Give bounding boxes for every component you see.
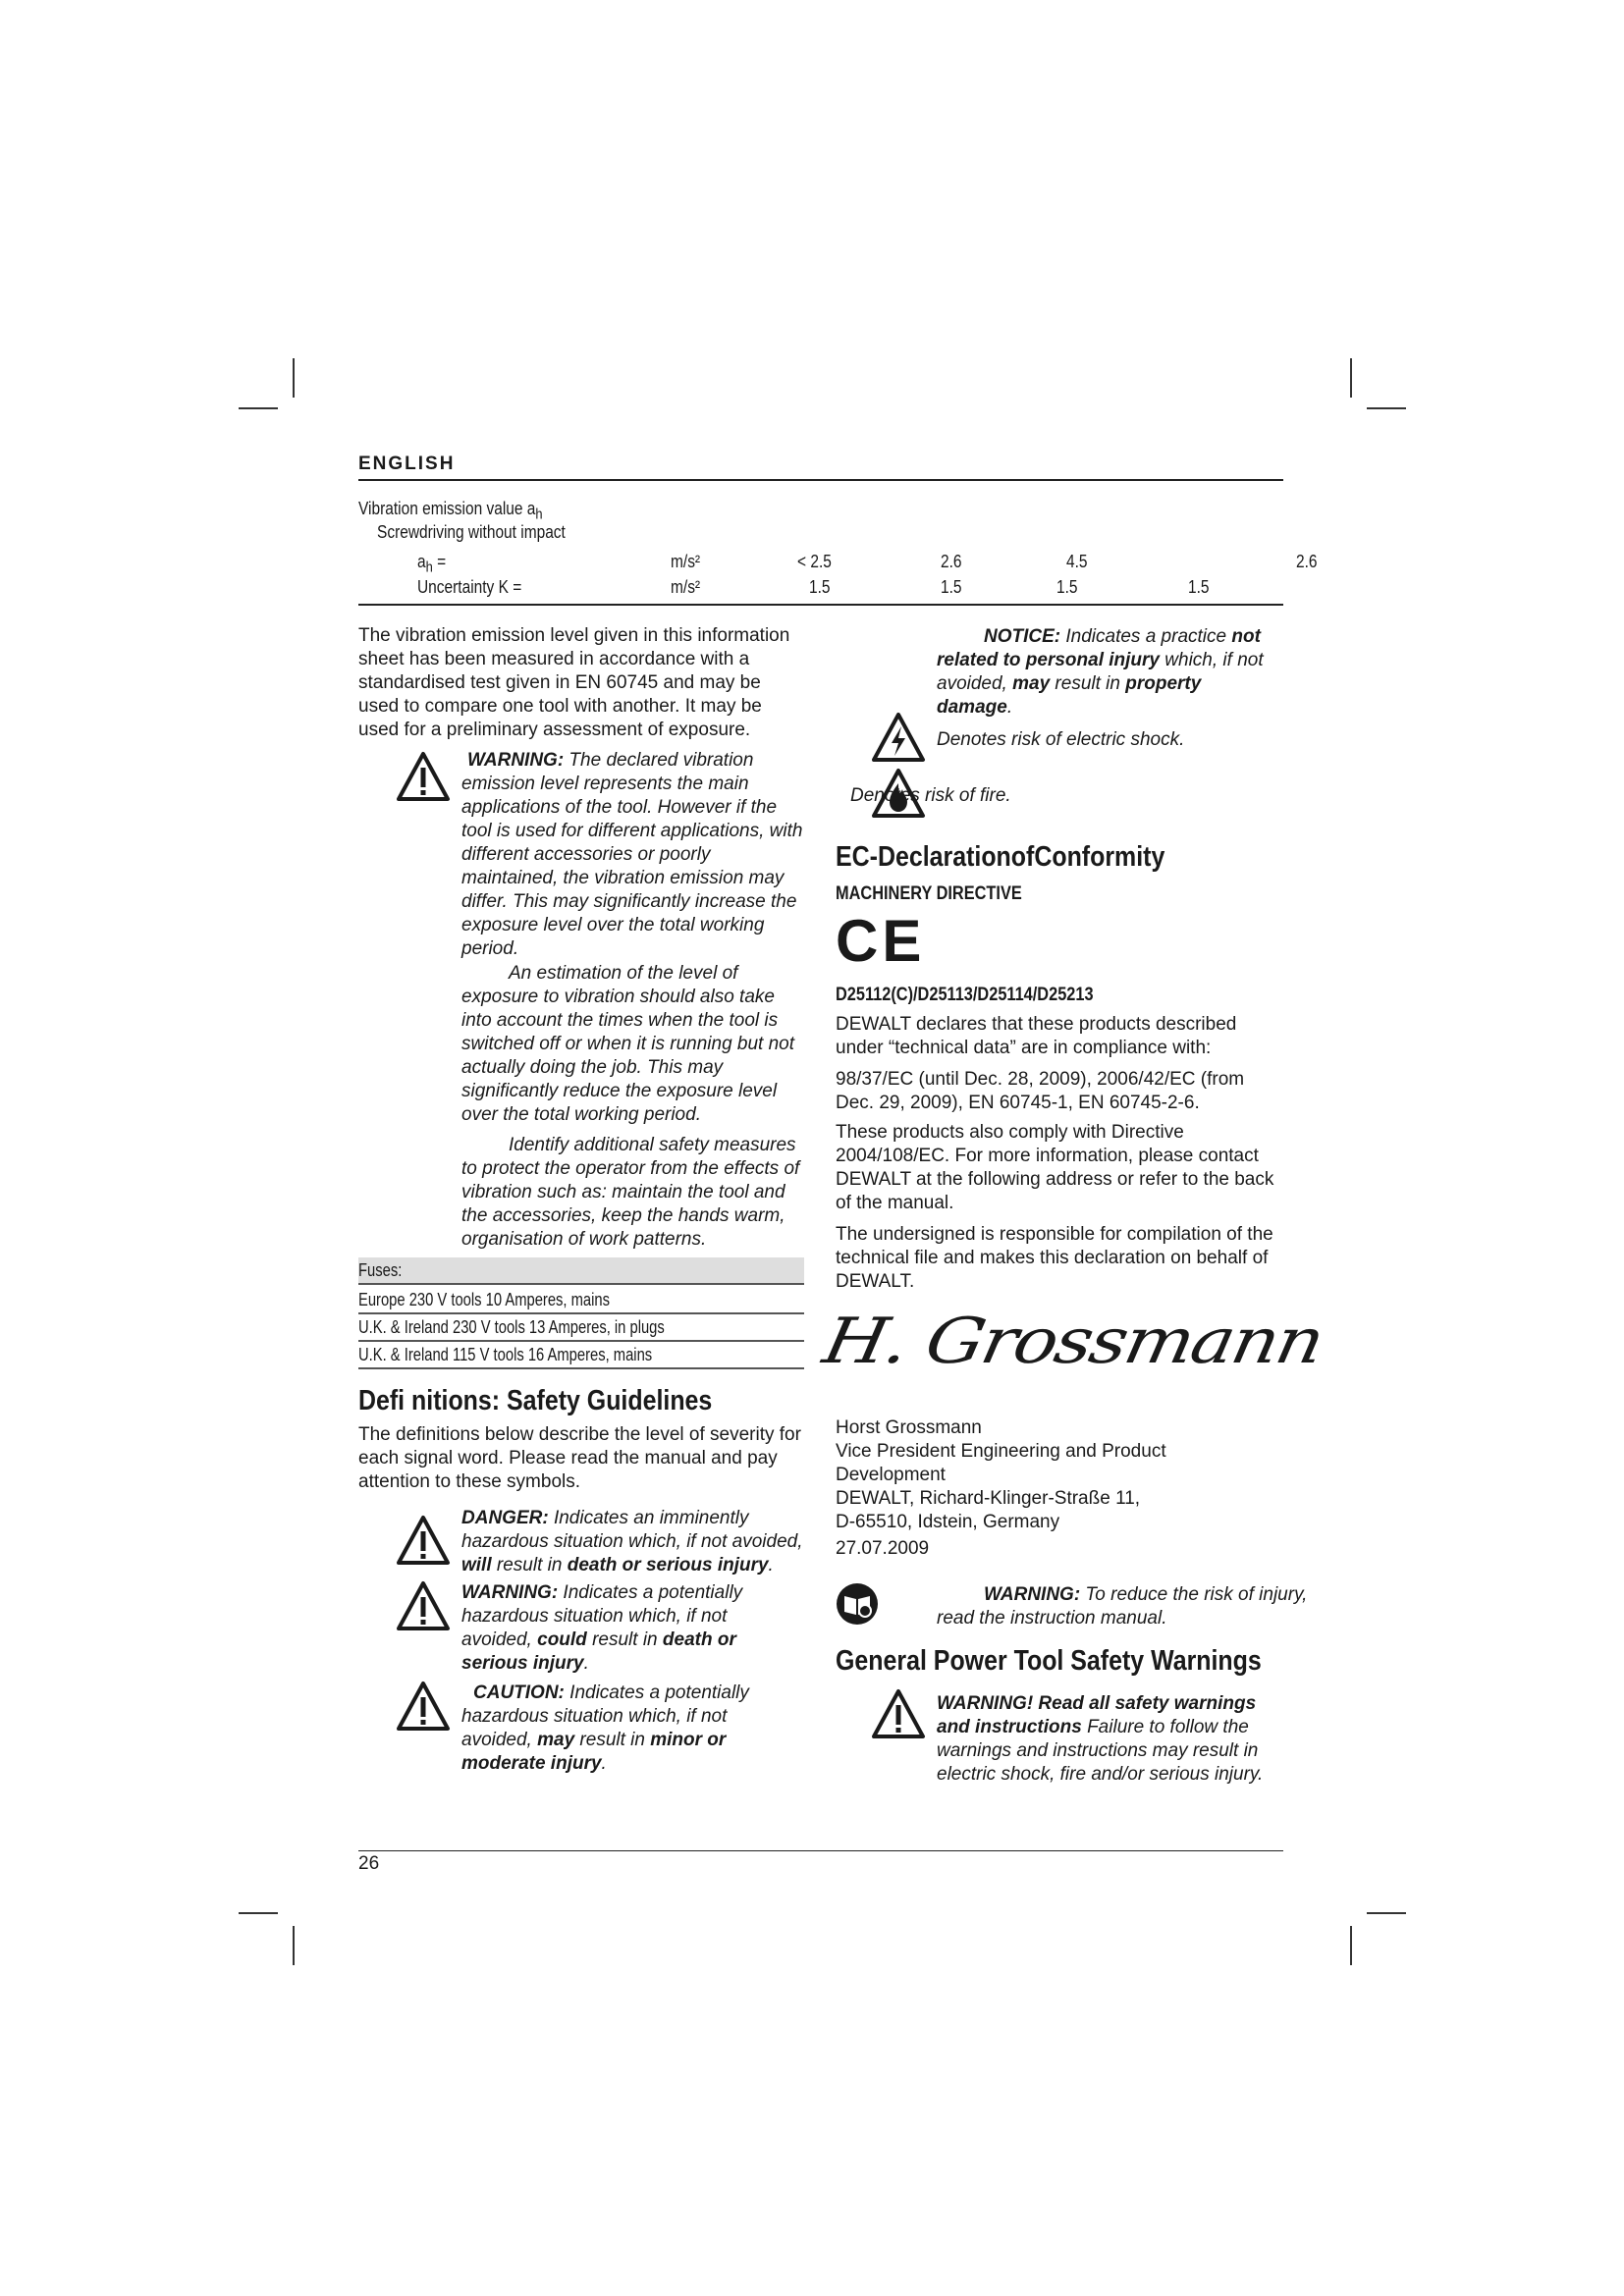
notice-bold-2: may bbox=[1012, 673, 1051, 694]
vibration-title-text: Vibration emission value a bbox=[358, 499, 536, 518]
vibration-row2-unit: m/s² bbox=[671, 577, 701, 597]
notice-bold-3: property damage bbox=[937, 673, 1202, 718]
vibration-row2-value: 1.5 bbox=[941, 577, 962, 597]
warning-text-1: Indicates a potentially hazardous situation which, if not avoided, bbox=[461, 1582, 743, 1650]
warning-bold-1: could bbox=[537, 1629, 587, 1650]
notice-text-3: result in bbox=[1050, 673, 1126, 694]
vibration-row1-value: 4.5 bbox=[1066, 552, 1088, 571]
vibration-title bbox=[358, 499, 543, 523]
danger-bold-2: death or serious injury bbox=[567, 1555, 769, 1575]
signatory-name: Horst Grossmann bbox=[836, 1417, 982, 1438]
caution-bold-1: may bbox=[537, 1730, 575, 1750]
general-safety-warning bbox=[937, 1692, 1280, 1787]
danger-text-1: Indicates an imminently hazardous situation which, if not avoided, bbox=[461, 1508, 803, 1552]
crop-mark bbox=[1350, 1926, 1352, 1965]
warning-triangle-icon bbox=[396, 751, 451, 802]
fuses-header-bar bbox=[358, 1257, 804, 1285]
crop-mark bbox=[293, 358, 295, 398]
caution-text-3: . bbox=[601, 1753, 607, 1774]
crop-mark bbox=[239, 1912, 278, 1914]
page-number: 26 bbox=[358, 1853, 380, 1874]
vibration-warning-text: The declared vibration emission level represents the main applications of the tool. However if the tool is used for different applications, with different accessories or poorly maintained, the vibration emission may differ. This may significantly increase the exposure level over the total working period. bbox=[461, 750, 803, 959]
ec-emc-paragraph: These products also comply with Directive 2004/108/EC. For more information, please contact DEWALT at the following address or refer to the back of the manual. bbox=[836, 1122, 1274, 1213]
vibration-row2-value: 1.5 bbox=[809, 577, 831, 597]
general-safety-text: Failure to follow the warnings and instructions may result in electric shock, fire and/or serious injury. bbox=[937, 1717, 1264, 1785]
machinery-directive-heading: MACHINERY DIRECTIVE bbox=[836, 883, 1022, 904]
signatory-role: Vice President Engineering and Product Development bbox=[836, 1441, 1166, 1485]
crop-mark bbox=[1367, 1912, 1406, 1914]
vibration-row2-label: Uncertainty K = bbox=[417, 577, 522, 597]
warning-triangle-icon bbox=[396, 1580, 451, 1631]
vibration-intro: The vibration emission level given in this information sheet has been measured in accordance with a standardised test given in EN 60745 and may be used to compare one tool with another. It may be used for a preliminary assessment of exposure. bbox=[358, 625, 790, 740]
electric-shock-text: Denotes risk of electric shock. bbox=[937, 729, 1185, 750]
definitions-intro: The definitions below describe the level of severity for each signal word. Please read the manual and pay attention to these symbols. bbox=[358, 1424, 801, 1492]
declaration-date: 27.07.2009 bbox=[836, 1538, 930, 1559]
notice-text-2: which, if not avoided, bbox=[937, 650, 1264, 694]
row1-label-sub: h bbox=[425, 559, 433, 576]
ce-mark: CE bbox=[836, 908, 926, 974]
caution-bold-2: minor or moderate injury bbox=[461, 1730, 727, 1774]
definitions-heading: Defi nitions: Safety Guidelines bbox=[358, 1385, 713, 1416]
vibration-row1-value: 2.6 bbox=[941, 552, 962, 571]
warning-text-2: result in bbox=[586, 1629, 663, 1650]
notice-text-4: . bbox=[1006, 697, 1013, 718]
vibration-subtitle: Screwdriving without impact bbox=[377, 522, 566, 542]
ec-directives-paragraph: 98/37/EC (until Dec. 28, 2009), 2006/42/EC (from Dec. 29, 2009), EN 60745-1, EN 60745-2-6. bbox=[836, 1069, 1245, 1113]
vibration-title-sub: h bbox=[535, 506, 543, 523]
danger-bold-1: will bbox=[461, 1555, 492, 1575]
vibration-warning bbox=[461, 749, 805, 961]
crop-mark bbox=[239, 407, 278, 409]
address-line-1: DEWALT, Richard-Klinger-Straße 11, bbox=[836, 1488, 1141, 1509]
fuses-row bbox=[358, 1314, 804, 1342]
notice-bold-1: not related to personal injury bbox=[937, 626, 1261, 670]
language-header: ENGLISH bbox=[358, 454, 456, 474]
notice-text-1: Indicates a practice bbox=[1060, 626, 1232, 647]
danger-text-3: . bbox=[768, 1555, 774, 1575]
general-safety-heading: General Power Tool Safety Warnings bbox=[836, 1645, 1262, 1677]
danger-label: DANGER: bbox=[461, 1508, 549, 1528]
fuses-row bbox=[358, 1342, 804, 1369]
read-manual-icon bbox=[836, 1582, 879, 1626]
crop-mark bbox=[1350, 358, 1352, 398]
read-manual-label: WARNING: bbox=[984, 1584, 1081, 1605]
footer-rule bbox=[358, 1850, 1283, 1851]
vibration-row1-value: < 2.5 bbox=[797, 552, 832, 571]
vibration-row2-value: 1.5 bbox=[1188, 577, 1210, 597]
vibration-row1-unit: m/s² bbox=[671, 552, 701, 571]
caution-text-2: result in bbox=[574, 1730, 651, 1750]
fuses-row-text: U.K. & Ireland 115 V tools 16 Amperes, mains bbox=[358, 1345, 653, 1364]
warning-label: WARNING: bbox=[461, 1582, 559, 1603]
fuses-row-text: Europe 230 V tools 10 Amperes, mains bbox=[358, 1290, 610, 1309]
vibration-warning-label: WARNING: bbox=[467, 750, 565, 771]
vibration-exposure-paragraph: An estimation of the level of exposure to vibration should also take into account the times when the tool is switched off or when it is running but not actually doing the job. This may significantly reduce the exposure level over the total working period. bbox=[461, 963, 795, 1125]
read-manual-warning bbox=[937, 1583, 1329, 1630]
ec-declaration-heading: EC-DeclarationofConformity bbox=[836, 841, 1165, 873]
danger-triangle-icon bbox=[396, 1515, 451, 1566]
signature: H. Grossmann bbox=[817, 1306, 1329, 1378]
caution-text-1: Indicates a potentially hazardous situation which, if not avoided, bbox=[461, 1682, 749, 1750]
crop-mark bbox=[293, 1926, 295, 1965]
row1-label-a: a bbox=[417, 552, 426, 571]
vibration-safety-measures-paragraph: Identify additional safety measures to protect the operator from the effects of vibration such as: maintain the tool and the accessories, keep the hands warm, organisation of work patterns. bbox=[461, 1135, 800, 1250]
vibration-table-rule bbox=[358, 604, 1283, 606]
danger-text-2: result in bbox=[491, 1555, 568, 1575]
fuses-header: Fuses: bbox=[358, 1260, 403, 1280]
address-line-2: D-65510, Idstein, Germany bbox=[836, 1512, 1060, 1532]
ec-declaration-paragraph: DEWALT declares that these products described under “technical data” are in compliance with: bbox=[836, 1014, 1237, 1058]
warning-triangle-icon bbox=[871, 1688, 926, 1739]
warning-definition bbox=[461, 1581, 785, 1676]
warning-text-3: . bbox=[583, 1653, 589, 1674]
vibration-row1-value: 2.6 bbox=[1296, 552, 1318, 571]
ec-responsibility-paragraph: The undersigned is responsible for compilation of the technical file and makes this declaration on behalf of DEWALT. bbox=[836, 1224, 1273, 1292]
vibration-row1-label bbox=[417, 552, 446, 576]
crop-mark bbox=[1367, 407, 1406, 409]
general-safety-label: WARNING! Read all safety warnings and instructions bbox=[937, 1693, 1257, 1737]
row1-label-suffix: = bbox=[432, 552, 447, 571]
fuses-row bbox=[358, 1287, 804, 1314]
caution-triangle-icon bbox=[396, 1681, 451, 1732]
notice-label: NOTICE: bbox=[984, 626, 1061, 647]
read-manual-text: To reduce the risk of injury, read the instruction manual. bbox=[937, 1584, 1308, 1629]
vibration-row2-value: 1.5 bbox=[1056, 577, 1078, 597]
electric-shock-icon bbox=[871, 712, 926, 763]
warning-bold-2: death or serious injury bbox=[461, 1629, 736, 1674]
fuses-row-text: U.K. & Ireland 230 V tools 13 Amperes, in plugs bbox=[358, 1317, 665, 1337]
caution-label: CAUTION: bbox=[473, 1682, 565, 1703]
model-numbers: D25112(C)/D25113/D25114/D25213 bbox=[836, 985, 1094, 1005]
fire-text: Denotes risk of fire. bbox=[850, 785, 1011, 806]
notice-definition bbox=[937, 625, 1280, 720]
caution-definition bbox=[461, 1682, 785, 1776]
header-rule bbox=[358, 479, 1283, 481]
danger-definition bbox=[461, 1507, 807, 1577]
